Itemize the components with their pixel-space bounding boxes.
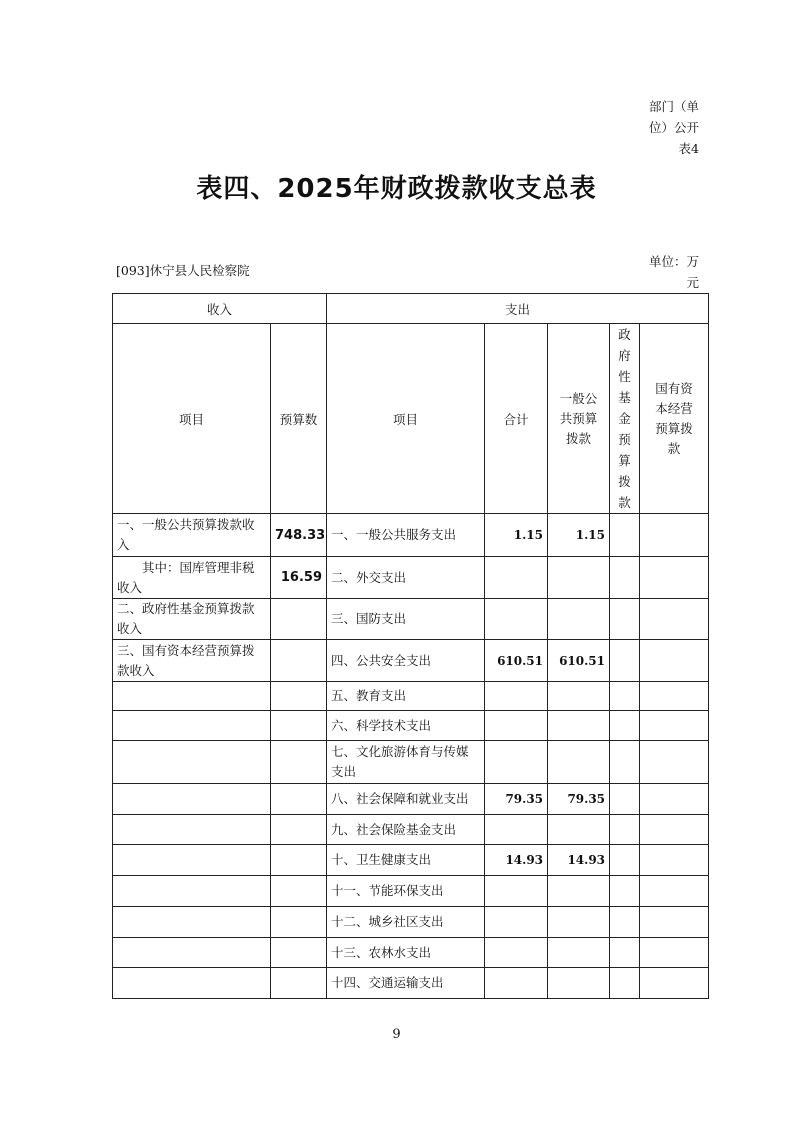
income-item-cell: 一、一般公共预算拨款收入 [113,514,271,557]
total-cell [485,682,548,711]
total-cell [485,815,548,845]
gov-fund-cell [610,711,640,741]
organization-name: [093]休宁县人民检察院 [116,263,250,278]
gov-fund-cell [610,845,640,876]
total-cell [485,557,548,599]
total-cell [485,711,548,741]
expense-header: 支出 [327,294,709,324]
income-item-cell [113,968,271,999]
state-capital-cell [640,557,709,599]
col-state-capital: 国有资本经营预算拨款 [640,324,709,514]
general-budget-cell [548,907,610,938]
table-row [113,876,709,907]
income-item-cell [113,815,271,845]
unit-label: 单位：万元 [648,254,699,290]
general-budget-cell [548,876,610,907]
expense-item-cell: 七、文化旅游体育与传媒支出 [327,741,485,784]
state-capital-cell [640,845,709,876]
income-item-cell [113,876,271,907]
state-capital-cell [640,682,709,711]
gov-fund-cell [610,599,640,640]
budget-cell [271,938,327,968]
expense-item-cell: 三、国防支出 [327,599,485,640]
expense-item-cell: 九、社会保险基金支出 [327,815,485,845]
total-cell: 79.35 [485,784,548,815]
income-item-cell [113,711,271,741]
expense-item-cell: 十、卫生健康支出 [327,845,485,876]
income-item-cell [113,907,271,938]
state-capital-cell [640,815,709,845]
table-row [113,907,709,938]
budget-cell: 16.59 [271,557,327,599]
state-capital-cell [640,514,709,557]
general-budget-cell: 1.15 [548,514,610,557]
income-item-cell [113,682,271,711]
table-row [113,784,709,815]
gov-fund-cell [610,907,640,938]
general-budget-cell [548,938,610,968]
state-capital-cell [640,711,709,741]
table-row [113,682,709,711]
gov-fund-cell [610,640,640,682]
gov-fund-cell [610,514,640,557]
expense-item-cell: 十三、农林水支出 [327,938,485,968]
state-capital-cell [640,784,709,815]
budget-cell [271,640,327,682]
general-budget-cell [548,968,610,999]
table-row [113,815,709,845]
income-item-cell [113,938,271,968]
table-row [113,711,709,741]
income-item-cell: 其中：国库管理非税收入 [113,557,271,599]
col-expense-item: 项目 [327,324,485,514]
income-item-cell: 二、政府性基金预算拨款收入 [113,599,271,640]
state-capital-cell [640,599,709,640]
general-budget-cell: 610.51 [548,640,610,682]
income-item-cell [113,741,271,784]
total-cell [485,938,548,968]
table-number-note: 部门（单位）公开表4 [648,99,699,156]
total-cell [485,907,548,938]
state-capital-cell [640,876,709,907]
general-budget-cell [548,682,610,711]
col-general-budget: 一般公共预算拨款 [548,324,610,514]
budget-cell [271,711,327,741]
finance-table [112,293,709,999]
table-row [113,640,709,682]
gov-fund-cell [610,557,640,599]
budget-cell [271,968,327,999]
expense-item-cell: 八、社会保障和就业支出 [327,784,485,815]
budget-cell [271,845,327,876]
total-cell: 610.51 [485,640,548,682]
expense-item-cell: 十二、城乡社区支出 [327,907,485,938]
gov-fund-cell [610,815,640,845]
gov-fund-cell [610,968,640,999]
income-item-cell [113,845,271,876]
gov-fund-cell [610,784,640,815]
expense-item-cell: 二、外交支出 [327,557,485,599]
page-title: 表四、2025年财政拨款收支总表 [196,174,597,204]
budget-cell: 748.33 [271,514,327,557]
state-capital-cell [640,640,709,682]
gov-fund-cell [610,682,640,711]
gov-fund-cell [610,938,640,968]
general-budget-cell: 14.93 [548,845,610,876]
table-row [113,741,709,784]
col-total: 合计 [485,324,548,514]
table-row [113,938,709,968]
page-number: 9 [392,1027,401,1042]
col-budget: 预算数 [271,324,327,514]
table-row [113,845,709,876]
budget-cell [271,907,327,938]
income-item-cell [113,784,271,815]
total-cell [485,599,548,640]
expense-item-cell: 十一、节能环保支出 [327,876,485,907]
table-row [113,599,709,640]
total-cell: 1.15 [485,514,548,557]
state-capital-cell [640,968,709,999]
total-cell [485,876,548,907]
total-cell: 14.93 [485,845,548,876]
general-budget-cell [548,711,610,741]
expense-item-cell: 六、科学技术支出 [327,711,485,741]
general-budget-cell: 79.35 [548,784,610,815]
general-budget-cell [548,599,610,640]
table-section-header [113,294,709,324]
expense-item-cell: 一、一般公共服务支出 [327,514,485,557]
income-item-cell: 三、国有资本经营预算拨款收入 [113,640,271,682]
budget-cell [271,682,327,711]
budget-cell [271,741,327,784]
budget-cell [271,876,327,907]
state-capital-cell [640,938,709,968]
expense-item-cell: 四、公共安全支出 [327,640,485,682]
budget-cell [271,784,327,815]
income-header: 收入 [113,294,327,324]
gov-fund-cell [610,876,640,907]
state-capital-cell [640,741,709,784]
general-budget-cell [548,557,610,599]
table-row [113,514,709,557]
table-row [113,968,709,999]
col-income-item: 项目 [113,324,271,514]
general-budget-cell [548,741,610,784]
budget-cell [271,815,327,845]
col-gov-fund: 政府性基金预算拨款 [610,324,640,514]
budget-cell [271,599,327,640]
total-cell [485,968,548,999]
state-capital-cell [640,907,709,938]
table-column-header [113,324,709,514]
expense-item-cell: 五、教育支出 [327,682,485,711]
general-budget-cell [548,815,610,845]
gov-fund-cell [610,741,640,784]
expense-item-cell: 十四、交通运输支出 [327,968,485,999]
table-row [113,557,709,599]
total-cell [485,741,548,784]
